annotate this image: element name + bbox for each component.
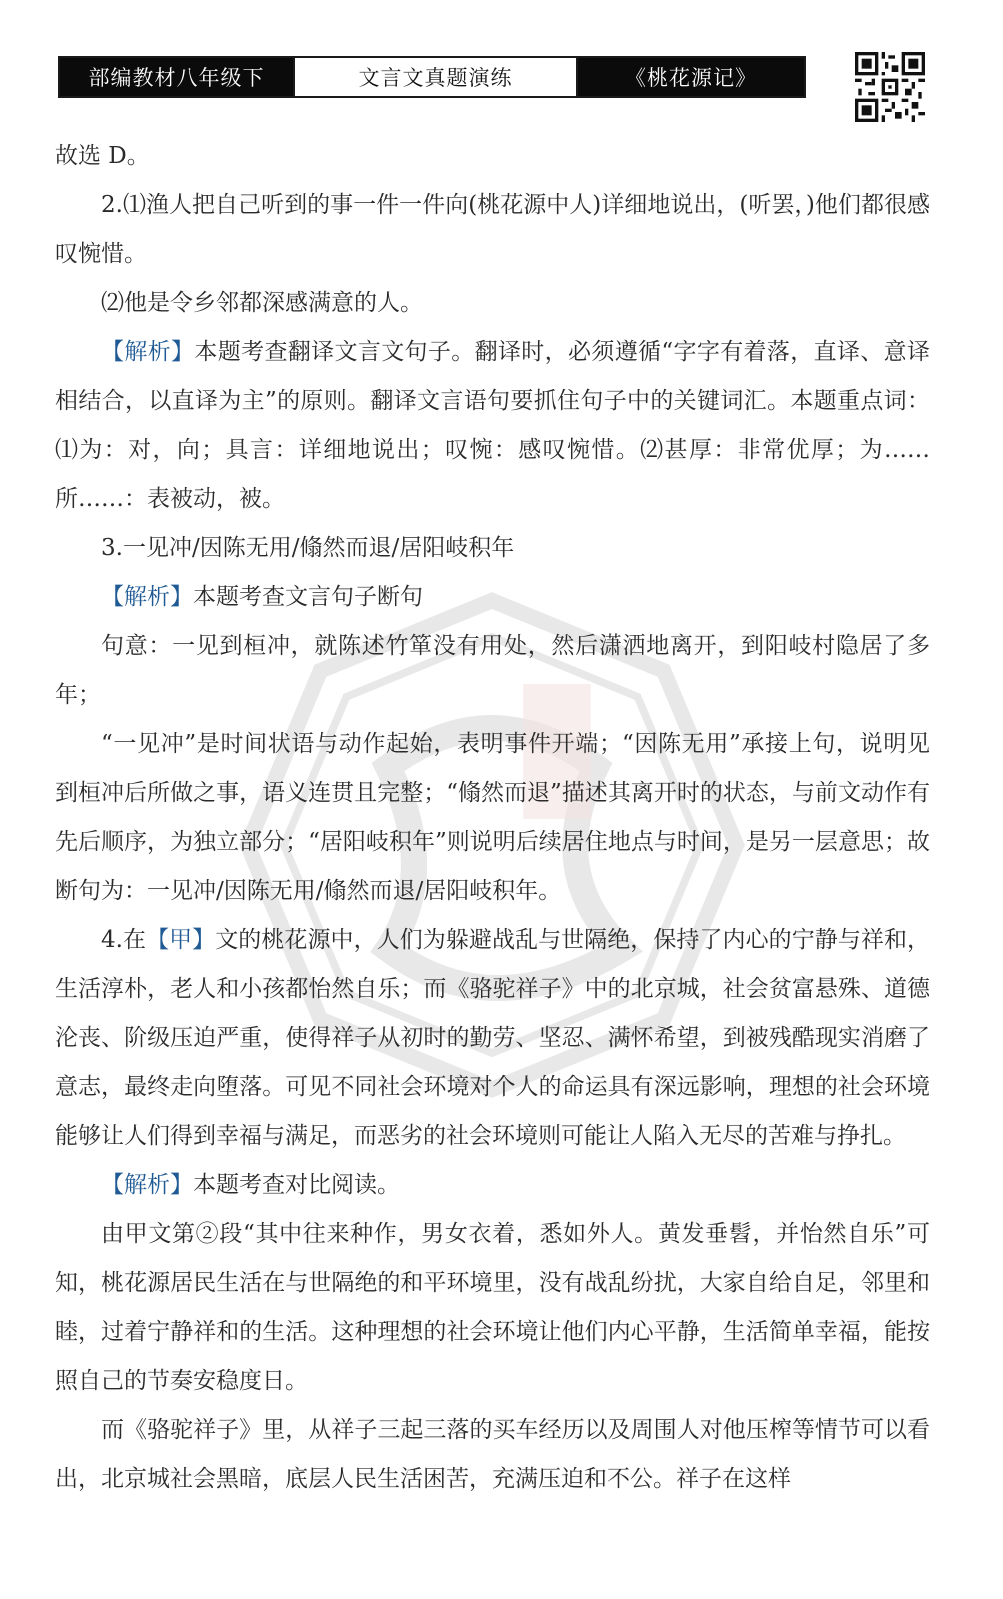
document-body: [55, 132, 930, 1504]
analysis-label: 【解析】: [101, 1172, 193, 1198]
paragraph: 2.⑴渔人把自己听到的事一件一件向(桃花源中人)详细地说出，(听罢，)他们都很感叹惋惜。: [55, 192, 930, 267]
qr-code-icon: [855, 52, 925, 122]
analysis-label: 【解析】: [101, 339, 195, 365]
paragraph: [55, 1161, 930, 1210]
paragraph: “一见冲”是时间状语与动作起始，表明事件开端；“因陈无用”承接上句，说明见到桓冲后所做之事，语义连贯且完整；“翛然而退”描述其离开时的状态，与前文动作有先后顺序，为独立部分；“居阳岐积年”则说明后续居住地点与时间，是另一层意思；故断句为：一见冲/因陈无用/翛然而退/居阳岐积年。: [55, 731, 930, 904]
paragraph: [55, 328, 930, 524]
header-bar: [58, 56, 806, 98]
text-title-label: 《桃花源记》: [578, 58, 804, 96]
paragraph: 句意：一见到桓冲，就陈述竹箪没有用处，然后潇洒地离开，到阳岐村隐居了多年；: [55, 633, 930, 708]
question-prefix: 4.在: [101, 927, 147, 953]
paragraph: 而《骆驼祥子》里，从祥子三起三落的买车经历以及周围人对他压榨等情节可以看出，北京城社会黑暗，底层人民生活困苦，充满压迫和不公。祥子在这样: [55, 1417, 930, 1492]
paragraph-text: 本题考查对比阅读。: [193, 1172, 400, 1198]
jia-label: 【甲】: [146, 927, 216, 953]
analysis-label: 【解析】: [101, 584, 193, 610]
grade-label: 部编教材八年级下: [60, 58, 293, 96]
section-label: 文言文真题演练: [293, 58, 578, 96]
paragraph: ⑵他是令乡邻都深感满意的人。: [101, 290, 423, 316]
paragraph-text: 本题考查文言句子断句: [193, 584, 423, 610]
paragraph-text: 文的桃花源中，人们为躲避战乱与世隔绝，保持了内心的宁静与祥和，生活淳朴，老人和小孩都怡然自乐；而《骆驼祥子》中的北京城，社会贫富悬殊、道德沦丧、阶级压迫严重，使得祥子从初时的勤劳、坚忍、满怀希望，到被残酷现实消磨了意志，最终走向堕落。可见不同社会环境对个人的命运具有深远影响，理想的社会环境能够让人们得到幸福与满足，而恶劣的社会环境则可能让人陷入无尽的苦难与挣扎。: [55, 927, 931, 1149]
paragraph: 故选 D。: [55, 143, 150, 169]
paragraph: [55, 573, 930, 622]
paragraph: 由甲文第②段“其中往来种作，男女衣着，悉如外人。黄发垂髫，并怡然自乐”可知，桃花源居民生活在与世隔绝的和平环境里，没有战乱纷扰，大家自给自足，邻里和睦，过着宁静祥和的生活。这种理想的社会环境让他们内心平静，生活简单幸福，能按照自己的节奏安稳度日。: [55, 1221, 930, 1394]
paragraph: [55, 916, 930, 1161]
paragraph-text: 本题考查翻译文言文句子。翻译时，必须遵循“字字有着落，直译、意译相结合，以直译为主”的原则。翻译文言语句要抓住句子中的关键词汇。本题重点词：⑴为：对，向；具言：详细地说出；叹惋：感叹惋惜。⑵甚厚：非常优厚；为……所……：表被动，被。: [55, 339, 931, 512]
paragraph: 3.一见冲/因陈无用/翛然而退/居阳岐积年: [101, 535, 515, 561]
